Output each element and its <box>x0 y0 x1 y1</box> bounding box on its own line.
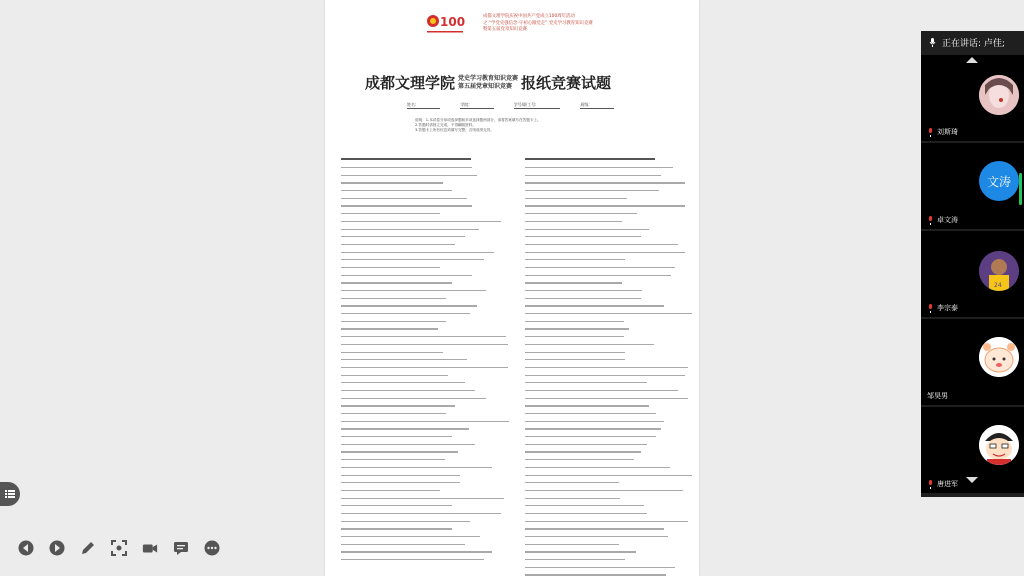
section-heading-line <box>525 158 655 160</box>
question-text-line <box>525 382 647 383</box>
question-text-line <box>525 275 671 276</box>
question-text-line <box>525 344 654 345</box>
document-title <box>365 72 611 93</box>
question-text-line <box>341 182 443 183</box>
cartoon-icon <box>979 337 1019 377</box>
title-subtitle-line: 党史学习教育知识竞赛 <box>458 74 519 82</box>
mic-muted-icon <box>927 304 934 313</box>
question-text-line <box>525 252 685 253</box>
org-line: 暨第五届党章知识竞赛 <box>483 27 527 32</box>
question-text-line <box>525 482 619 483</box>
question-text-line <box>341 282 452 283</box>
title-exam: 报纸竞赛试题 <box>521 74 612 92</box>
question-text-line <box>525 198 627 199</box>
field-college: 学院: <box>460 102 493 109</box>
question-text-line <box>525 167 673 168</box>
question-text-line <box>341 467 492 468</box>
question-text-line <box>341 390 475 391</box>
question-text-line <box>341 352 443 353</box>
question-text-line <box>525 574 666 575</box>
pen-button[interactable] <box>80 540 96 556</box>
instruction-line: 说明：1.本试卷分单项选择题和多项选择题两部分，请将答案填写在答题卡上。 <box>415 118 541 122</box>
question-text-line <box>525 528 664 529</box>
question-text-line <box>341 413 446 414</box>
participant-panel <box>921 31 1024 497</box>
question-text-line <box>525 405 649 406</box>
question-text-line <box>341 298 446 299</box>
question-text-line <box>341 398 486 399</box>
field-class: 班级: <box>580 102 613 109</box>
portrait-icon <box>979 75 1019 115</box>
question-text-line <box>525 213 637 214</box>
participant-name-text: 卓文涛 <box>937 216 958 224</box>
question-text-line <box>525 336 624 337</box>
participant-tile[interactable] <box>921 319 1024 405</box>
question-text-line <box>341 375 448 376</box>
volume-level-icon <box>1019 173 1022 205</box>
svg-text:100: 100 <box>440 15 465 29</box>
question-text-line <box>525 290 642 291</box>
instruction-line: 2.答题时请独立完成，不得翻阅资料。 <box>415 123 476 127</box>
question-text-line <box>341 229 479 230</box>
participant-name-text: 唐进军 <box>937 480 958 488</box>
annotation-toolbar <box>18 540 220 556</box>
info-fields <box>407 102 614 109</box>
question-text-line <box>341 521 470 522</box>
question-text-line <box>341 421 509 422</box>
camera-button[interactable] <box>142 540 158 556</box>
question-text-line <box>525 505 644 506</box>
question-text-line <box>341 167 472 168</box>
avatar <box>979 425 1019 465</box>
question-text-line <box>341 436 452 437</box>
shared-document-page <box>325 0 699 576</box>
list-icon <box>5 489 15 499</box>
question-text-line <box>525 567 675 568</box>
avatar <box>979 337 1019 377</box>
question-text-line <box>341 428 469 429</box>
question-text-line <box>341 559 484 560</box>
question-text-line <box>525 182 685 183</box>
question-text-line <box>341 475 460 476</box>
question-text-line <box>341 221 501 222</box>
question-text-line <box>341 359 467 360</box>
question-text-line <box>525 375 685 376</box>
question-text-line <box>525 267 675 268</box>
question-text-line <box>525 551 636 552</box>
question-text-line <box>525 229 649 230</box>
question-text-line <box>525 467 670 468</box>
pen-icon <box>80 540 96 556</box>
question-text-line <box>525 559 625 560</box>
play-icon <box>49 540 65 556</box>
question-text-line <box>341 482 460 483</box>
question-text-line <box>525 398 688 399</box>
svg-text:24: 24 <box>994 282 1002 289</box>
question-text-line <box>341 252 494 253</box>
question-text-line <box>341 451 458 452</box>
participant-name-text: 邹昊男 <box>927 392 948 400</box>
question-text-line <box>341 275 472 276</box>
centenary-logo-icon <box>425 10 465 36</box>
mic-muted-icon <box>927 216 934 225</box>
avatar <box>979 251 1019 291</box>
question-text-line <box>341 367 508 368</box>
speaking-indicator <box>921 31 1024 53</box>
question-text-line <box>525 513 647 514</box>
questions-column-left <box>341 158 511 567</box>
field-id: 学号/职工号: <box>514 102 561 109</box>
question-text-line <box>341 490 440 491</box>
participant-tile[interactable] <box>921 55 1024 141</box>
question-text-line <box>341 259 484 260</box>
title-subtitle-line: 第五届党章知识竞赛 <box>458 82 513 90</box>
question-text-line <box>525 244 678 245</box>
question-text-line <box>341 551 492 552</box>
question-text-line <box>341 290 486 291</box>
question-text-line <box>525 236 641 237</box>
question-text-line <box>341 267 440 268</box>
speaking-label: 正在讲话: 卢佳; <box>942 38 1005 49</box>
question-text-line <box>341 198 467 199</box>
question-text-line <box>341 190 452 191</box>
avatar <box>979 75 1019 115</box>
scroll-down-icon[interactable] <box>966 477 978 483</box>
question-text-line <box>525 521 688 522</box>
mic-icon <box>929 38 936 47</box>
question-text-line <box>525 367 688 368</box>
portrait-icon <box>979 251 1019 291</box>
question-text-line <box>341 382 465 383</box>
question-text-line <box>525 305 664 306</box>
question-text-line <box>525 536 668 537</box>
org-line: 成都文理学院庆祝中国共产党成立100周年活动 <box>483 14 575 19</box>
more-button[interactable] <box>204 540 220 556</box>
participant-name <box>927 303 958 313</box>
question-text-line <box>341 498 504 499</box>
question-text-line <box>525 352 625 353</box>
question-text-line <box>525 428 661 429</box>
question-text-line <box>525 282 622 283</box>
question-text-line <box>525 205 685 206</box>
screenshot-icon <box>111 540 127 556</box>
screenshot-button[interactable] <box>111 540 127 556</box>
side-menu-toggle[interactable] <box>0 482 20 506</box>
camera-icon <box>142 540 158 556</box>
questions-column-right <box>525 158 695 576</box>
avatar <box>979 161 1019 201</box>
avatar-initials: 文涛 <box>986 174 1011 189</box>
question-text-line <box>341 175 477 176</box>
question-text-line <box>525 475 692 476</box>
question-text-line <box>341 513 501 514</box>
question-text-line <box>341 305 477 306</box>
participant-name <box>927 215 958 225</box>
title-subtitle <box>458 75 518 91</box>
question-text-line <box>341 321 446 322</box>
question-text-line <box>525 421 664 422</box>
section-heading-line <box>341 158 471 160</box>
participant-tile[interactable] <box>921 143 1024 229</box>
question-text-line <box>341 405 455 406</box>
question-text-line <box>525 390 678 391</box>
question-text-line <box>525 321 624 322</box>
question-text-line <box>341 244 455 245</box>
question-text-line <box>525 175 661 176</box>
instructions <box>415 118 541 133</box>
question-text-line <box>341 236 465 237</box>
question-text-line <box>341 213 440 214</box>
question-text-line <box>525 436 656 437</box>
mic-muted-icon <box>927 128 934 137</box>
question-text-line <box>525 359 625 360</box>
org-line: 之 “学党史强信念·守初心跟党走” 党史学习教育知识竞赛 <box>483 20 593 26</box>
participant-name-text: 刘斯琦 <box>937 128 958 136</box>
question-text-line <box>341 444 475 445</box>
caption-button[interactable] <box>173 540 189 556</box>
field-name: 姓名: <box>407 102 440 109</box>
question-text-line <box>525 544 619 545</box>
question-text-line <box>525 498 620 499</box>
caption-icon <box>173 540 189 556</box>
organizer-text <box>483 14 593 34</box>
instruction-line: 3.答题卡上所有信息须填写完整，否则成绩无效。 <box>415 128 494 132</box>
question-text-line <box>525 451 641 452</box>
question-text-line <box>525 259 625 260</box>
participant-name <box>927 479 958 489</box>
question-text-line <box>525 298 641 299</box>
participant-name <box>927 391 948 401</box>
question-text-line <box>341 205 472 206</box>
question-text-line <box>341 313 470 314</box>
question-text-line <box>525 413 656 414</box>
question-text-line <box>341 344 508 345</box>
title-school: 成都文理学院 <box>365 74 456 92</box>
scroll-up-icon[interactable] <box>966 57 978 63</box>
participant-name-text: 李宗泰 <box>937 304 958 312</box>
question-text-line <box>525 313 692 314</box>
question-text-line <box>525 190 659 191</box>
question-text-line <box>341 505 452 506</box>
question-text-line <box>341 528 452 529</box>
question-text-line <box>341 459 445 460</box>
play-button[interactable] <box>49 540 65 556</box>
cartoon-icon <box>979 425 1019 465</box>
prev-icon <box>18 540 34 556</box>
prev-button[interactable] <box>18 540 34 556</box>
question-text-line <box>525 490 683 491</box>
question-text-line <box>341 536 480 537</box>
question-text-line <box>341 544 465 545</box>
participant-name <box>927 127 958 137</box>
question-text-line <box>525 221 622 222</box>
question-text-line <box>341 328 438 329</box>
question-text-line <box>341 336 506 337</box>
more-icon <box>204 540 220 556</box>
participant-tile[interactable] <box>921 231 1024 317</box>
participant-tile[interactable] <box>921 407 1024 493</box>
question-text-line <box>525 459 634 460</box>
question-text-line <box>525 444 647 445</box>
mic-muted-icon <box>927 480 934 489</box>
question-text-line <box>525 328 629 329</box>
